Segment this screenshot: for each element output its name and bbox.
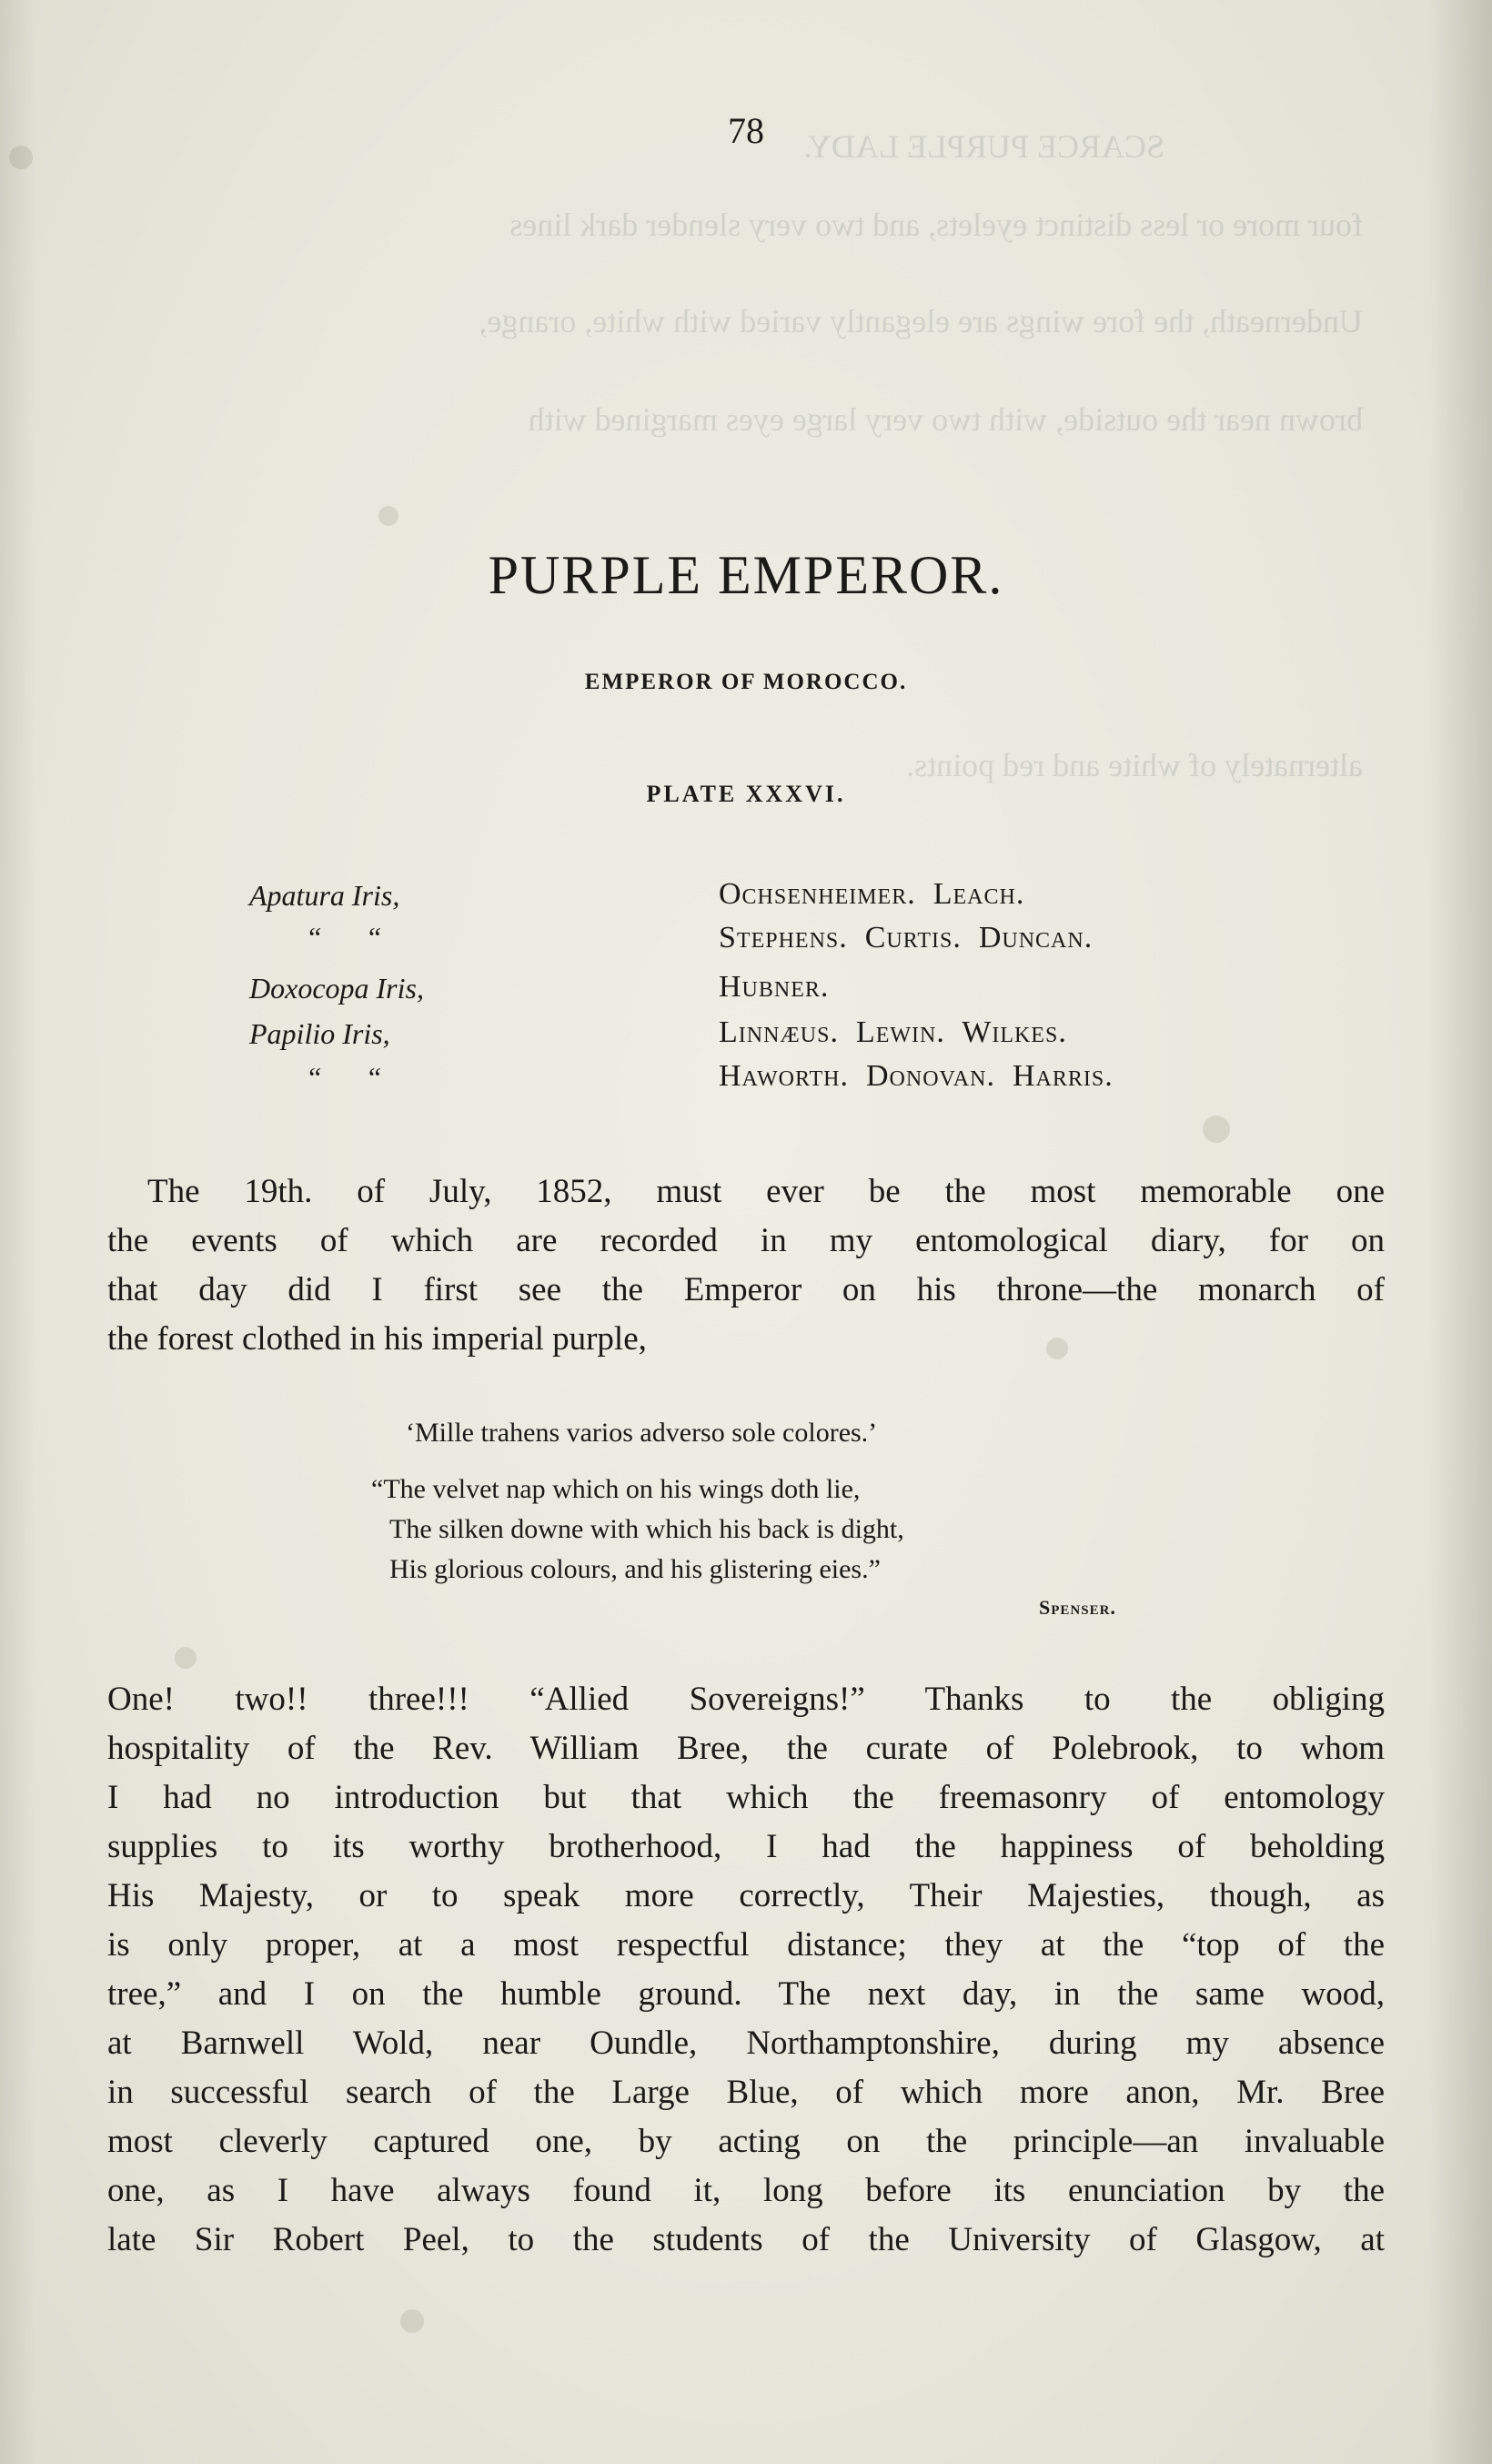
synonym-authorities: Ochsenheimer. Leach. (719, 877, 1025, 911)
latin-quote: ‘Mille trahens varios adverso sole colores.’ (406, 1418, 878, 1448)
chapter-title: PURPLE EMPEROR. (488, 545, 1004, 605)
paragraph-line: the events of which are recorded in my entomological diary, for on (107, 1222, 1385, 1259)
paragraph-line: supplies to its worthy brotherhood, I had the happiness of beholding (107, 1828, 1385, 1865)
paragraph-line: one, as I have always found it, long before its enunciation by the (107, 2172, 1385, 2209)
synonym-name: “ “ (306, 1061, 382, 1094)
page-number: 78 (728, 110, 764, 151)
quote-attribution: Spenser. (1039, 1596, 1116, 1619)
foxing-spot (400, 2309, 424, 2333)
verse-line: The silken downe with which his back is dight, (389, 1514, 904, 1544)
paragraph-line: is only proper, at a most respectful distance; they at the “top of the (107, 1926, 1385, 1964)
synonym-name: Apatura Iris, (249, 879, 400, 912)
foxing-spot (1203, 1116, 1230, 1143)
bleed-through-text: Underneath, the fore wings are elegantly varied with white, orange, (479, 303, 1363, 339)
paragraph-line: I had no introduction but that which the freemasonry of entomology (107, 1779, 1385, 1816)
synonym-authorities: Stephens. Curtis. Duncan. (719, 921, 1094, 954)
synonym-authorities: Linnæus. Lewin. Wilkes. (719, 1015, 1067, 1049)
page-right-shadow (1428, 0, 1492, 2464)
paragraph-line: One! two!! three!!! “Allied Sovereigns!” Thanks to the obliging (107, 1681, 1385, 1718)
foxing-spot (378, 506, 398, 526)
plate-label: PLATE XXXVI. (646, 781, 846, 807)
paragraph-line: The 19th. of July, 1852, must ever be the most memorable one (147, 1173, 1385, 1210)
synonym-authorities: Hubner. (719, 970, 830, 1004)
synonym-name: Doxocopa Iris, (249, 972, 424, 1005)
foxing-spot (175, 1647, 197, 1669)
synonym-authorities: Haworth. Donovan. Harris. (719, 1059, 1114, 1093)
verse-line: His glorious colours, and his glistering eies.” (389, 1554, 881, 1584)
paragraph-line: that day did I first see the Emperor on his throne—the monarch of (107, 1271, 1385, 1308)
synonym-name: “ “ (306, 921, 382, 954)
chapter-subtitle: EMPEROR OF MOROCCO. (584, 670, 908, 694)
bleed-through-text: brown near the outside, with two very large eyes margined with (528, 401, 1363, 438)
paragraph-line: tree,” and I on the humble ground. The next day, in the same wood, (107, 1975, 1385, 2013)
synonym-name: Papilio Iris, (249, 1017, 390, 1050)
page-left-shadow (0, 0, 36, 2464)
paragraph-line: late Sir Robert Peel, to the students of the University of Glasgow, at (107, 2221, 1385, 2258)
drop-lead-word: The (147, 1173, 200, 1210)
paragraph-line: hospitality of the Rev. William Bree, the curate of Polebrook, to whom (107, 1730, 1385, 1767)
paragraph-line: His Majesty, or to speak more correctly, Their Majesties, though, as (107, 1877, 1385, 1914)
paragraph-line: in successful search of the Large Blue, of which more anon, Mr. Bree (107, 2074, 1385, 2111)
paragraph-line: at Barnwell Wold, near Oundle, Northamptonshire, during my absence (107, 2025, 1385, 2062)
bleed-through-text: four more or less distinct eyelets, and two very slender dark lines (509, 207, 1363, 243)
paragraph-line: the forest clothed in his imperial purple, (107, 1320, 647, 1358)
paragraph-line: most cleverly captured one, by acting on the principle—an invaluable (107, 2123, 1385, 2160)
bleed-through-text: SCARCE PURPLE LADY. (803, 128, 1164, 165)
bleed-through-text: alternately of white and red points. (906, 747, 1363, 783)
verse-line: “The velvet nap which on his wings doth lie, (371, 1474, 861, 1504)
